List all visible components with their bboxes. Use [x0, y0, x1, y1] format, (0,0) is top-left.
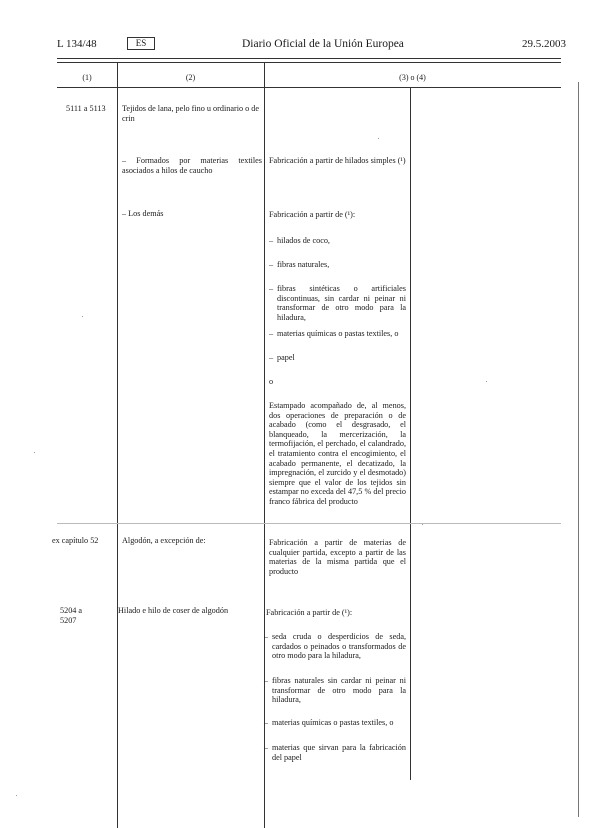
column-divider-3 — [410, 87, 411, 780]
table-top-rule — [57, 62, 561, 63]
list-dash: – — [264, 718, 269, 727]
row-code-5111: 5111 a 5113 — [66, 104, 106, 113]
column-heading-2: (2) — [185, 73, 196, 82]
header-rule — [57, 58, 561, 59]
column-heading-1: (1) — [82, 73, 92, 82]
row-rule-intro-5204: Fabricación a partir de (¹): — [266, 608, 353, 617]
list-dash: – — [264, 632, 269, 641]
row-code-ex52: ex capítulo 52 — [52, 536, 99, 545]
list-dash: – — [269, 353, 274, 362]
language-badge: ES — [127, 37, 155, 50]
column-divider-2 — [264, 62, 265, 828]
list-dash: – — [269, 329, 274, 338]
scan-speck — [16, 795, 17, 796]
row-separator — [57, 523, 561, 524]
column-heading-3-4: (3) o (4) — [399, 73, 426, 82]
column-divider-1 — [117, 62, 118, 828]
list-item: materias que sirvan para la fabricación del papel — [272, 743, 406, 762]
list-dash: – — [269, 260, 274, 269]
subrow-description-demas: – Los demás — [122, 209, 164, 218]
list-item: fibras sintéticas o artificiales discontinuas, sin cardar ni peinar ni transformar de otro modo para la hiladura, — [277, 284, 406, 322]
list-item: papel — [277, 353, 295, 362]
row-description-5204: Hilado e hilo de coser de algodón — [118, 606, 229, 615]
scan-speck — [422, 524, 423, 525]
list-dash: – — [264, 676, 269, 685]
scan-speck — [486, 381, 487, 382]
list-item: hilados de coco, — [277, 236, 330, 245]
row-description-5111: Tejidos de lana, pelo fino u ordinario o de crin — [122, 104, 259, 123]
subrow-rule-intro-demas: Fabricación a partir de (¹): — [269, 210, 356, 219]
journal-title: Diario Oficial de la Unión Europea — [242, 38, 404, 50]
list-dash: – — [264, 743, 269, 752]
list-dash: – — [269, 236, 274, 245]
right-margin-rule — [578, 82, 579, 817]
list-dash: – — [269, 284, 274, 293]
scan-speck — [34, 452, 35, 453]
row-description-ex52: Algodón, a excepción de: — [122, 536, 206, 545]
publication-date: 29.5.2003 — [522, 38, 566, 50]
row-rule-ex52: Fabricación a partir de materias de cualquier partida, excepto a partir de las materias de la misma partida que el producto — [269, 538, 406, 576]
table-header-rule — [57, 87, 561, 88]
page-reference: L 134/48 — [57, 38, 97, 50]
list-item: fibras naturales, — [277, 260, 330, 269]
alternative-conjunction: o — [269, 377, 274, 386]
subrow-description-caucho: – Formados por materias textiles asociados a hilos de caucho — [122, 156, 262, 175]
scan-speck — [82, 316, 83, 317]
list-item: materias químicas o pastas textiles, o — [277, 329, 399, 338]
list-item: seda cruda o desperdicios de seda, cardados o peinados o transformados de otro modo para la hiladura, — [272, 632, 406, 661]
list-item: fibras naturales sin cardar ni peinar ni transformar de otro modo para la hiladura, — [272, 676, 406, 705]
alternative-rule: Estampado acompañado de, al menos, dos operaciones de preparación o de acabado (como el desgrasado, el blanqueado, la mercerización, la termofijación, el perchado, el calandrado, el tratamiento contra el encogimiento, el acabado permanente, el decatizado, la impregnación, el zurcido y el desmotado) siempre que el valor de los tejidos sin estampar no exceda del 47,5 % del precio franco fábrica del producto — [269, 401, 406, 506]
list-item: materias químicas o pastas textiles, o — [272, 718, 394, 727]
row-code-5204: 5204 a 5207 — [60, 606, 83, 625]
subrow-rule-caucho: Fabricación a partir de hilados simples (¹) — [269, 156, 406, 165]
scan-speck — [378, 138, 379, 139]
